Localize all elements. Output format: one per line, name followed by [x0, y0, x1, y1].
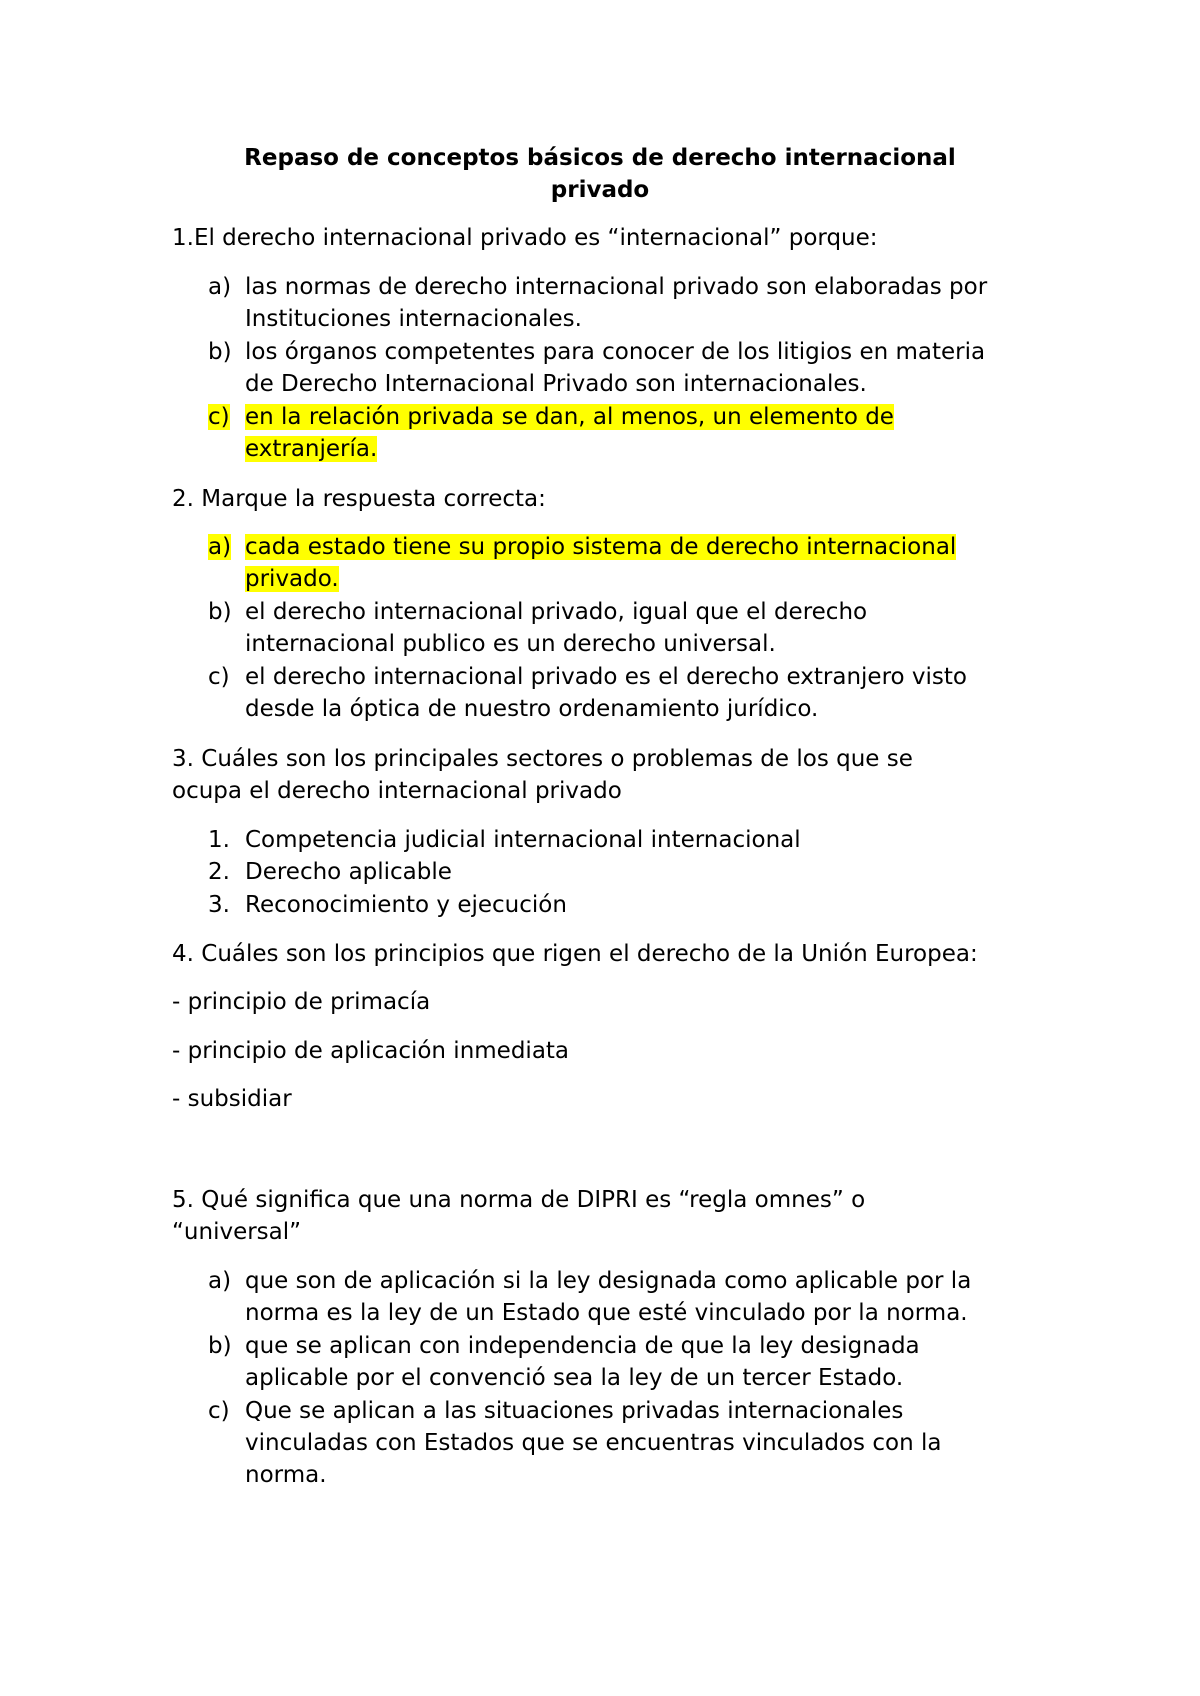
- q5-option-c-line-2: vinculadas con Estados que se encuentras vinculados con la: [245, 1430, 942, 1456]
- q1-option-a-marker: a): [208, 274, 232, 300]
- q5-option-c-line-3: norma.: [245, 1462, 327, 1488]
- q5-option-c-line-1: Que se aplican a las situaciones privadas internacionales: [245, 1398, 904, 1424]
- q5-option-b-line-2: aplicable por el convenció sea la ley de un tercer Estado.: [245, 1365, 904, 1391]
- q2-option-b-line-2: internacional publico es un derecho universal.: [245, 631, 776, 657]
- question-2: 2. Marque la respuesta correcta:: [172, 486, 546, 512]
- q1-option-b-line-1: los órganos competentes para conocer de los litigios en materia: [245, 339, 986, 365]
- q3-item-2-marker: 2.: [208, 859, 230, 885]
- document-title-line-2: privado: [550, 177, 650, 203]
- question-1: 1.El derecho internacional privado es “internacional” porque:: [172, 225, 878, 251]
- question-3-line-1: 3. Cuáles son los principales sectores o problemas de los que se: [172, 746, 913, 772]
- q1-option-b-line-2: de Derecho Internacional Privado son internacionales.: [245, 371, 867, 397]
- q2-option-c-line-1: el derecho internacional privado es el derecho extranjero visto: [245, 664, 967, 690]
- question-4: 4. Cuáles son los principios que rigen el derecho de la Unión Europea:: [172, 941, 978, 967]
- q3-item-3-marker: 3.: [208, 892, 230, 918]
- q1-option-b-marker: b): [208, 339, 232, 365]
- q3-item-1-marker: 1.: [208, 827, 230, 853]
- q1-option-c-marker: c): [208, 404, 230, 430]
- q2-option-a-marker: a): [208, 534, 232, 560]
- q2-option-a-line-1: cada estado tiene su propio sistema de derecho internacional: [245, 534, 957, 560]
- q1-option-c-line-2: extranjería.: [245, 436, 378, 462]
- q2-option-c-marker: c): [208, 664, 230, 690]
- q3-item-2-text: Derecho aplicable: [245, 859, 452, 885]
- q5-option-b-marker: b): [208, 1333, 232, 1359]
- q5-option-a-line-2: norma es la ley de un Estado que esté vinculado por la norma.: [245, 1300, 968, 1326]
- q2-option-b-line-1: el derecho internacional privado, igual que el derecho: [245, 599, 868, 625]
- q5-option-a-marker: a): [208, 1268, 232, 1294]
- q5-option-c-marker: c): [208, 1398, 230, 1424]
- q3-item-1-text: Competencia judicial internacional internacional: [245, 827, 801, 853]
- q1-option-a-line-2: Instituciones internacionales.: [245, 306, 582, 332]
- q2-option-b-marker: b): [208, 599, 232, 625]
- question-5-line-1: 5. Qué significa que una norma de DIPRI es “regla omnes” o: [172, 1187, 866, 1213]
- q1-option-c-line-1: en la relación privada se dan, al menos, un elemento de: [245, 404, 894, 430]
- q4-answer-2: - principio de aplicación inmediata: [172, 1038, 570, 1064]
- q2-option-c-line-2: desde la óptica de nuestro ordenamiento jurídico.: [245, 696, 819, 722]
- q5-option-b-line-1: que se aplican con independencia de que la ley designada: [245, 1333, 920, 1359]
- q3-item-3-text: Reconocimiento y ejecución: [245, 892, 567, 918]
- q5-option-a-line-1: que son de aplicación si la ley designada como aplicable por la: [245, 1268, 972, 1294]
- q4-answer-3: - subsidiar: [172, 1086, 292, 1112]
- question-3-line-2: ocupa el derecho internacional privado: [172, 778, 622, 804]
- document-title-line-1: Repaso de conceptos básicos de derecho internacional: [244, 145, 956, 171]
- q1-option-a-line-1: las normas de derecho internacional privado son elaboradas por: [245, 274, 988, 300]
- q4-answer-1: - principio de primacía: [172, 989, 431, 1015]
- question-5-line-2: “universal”: [172, 1219, 302, 1245]
- q2-option-a-line-2: privado.: [245, 566, 339, 592]
